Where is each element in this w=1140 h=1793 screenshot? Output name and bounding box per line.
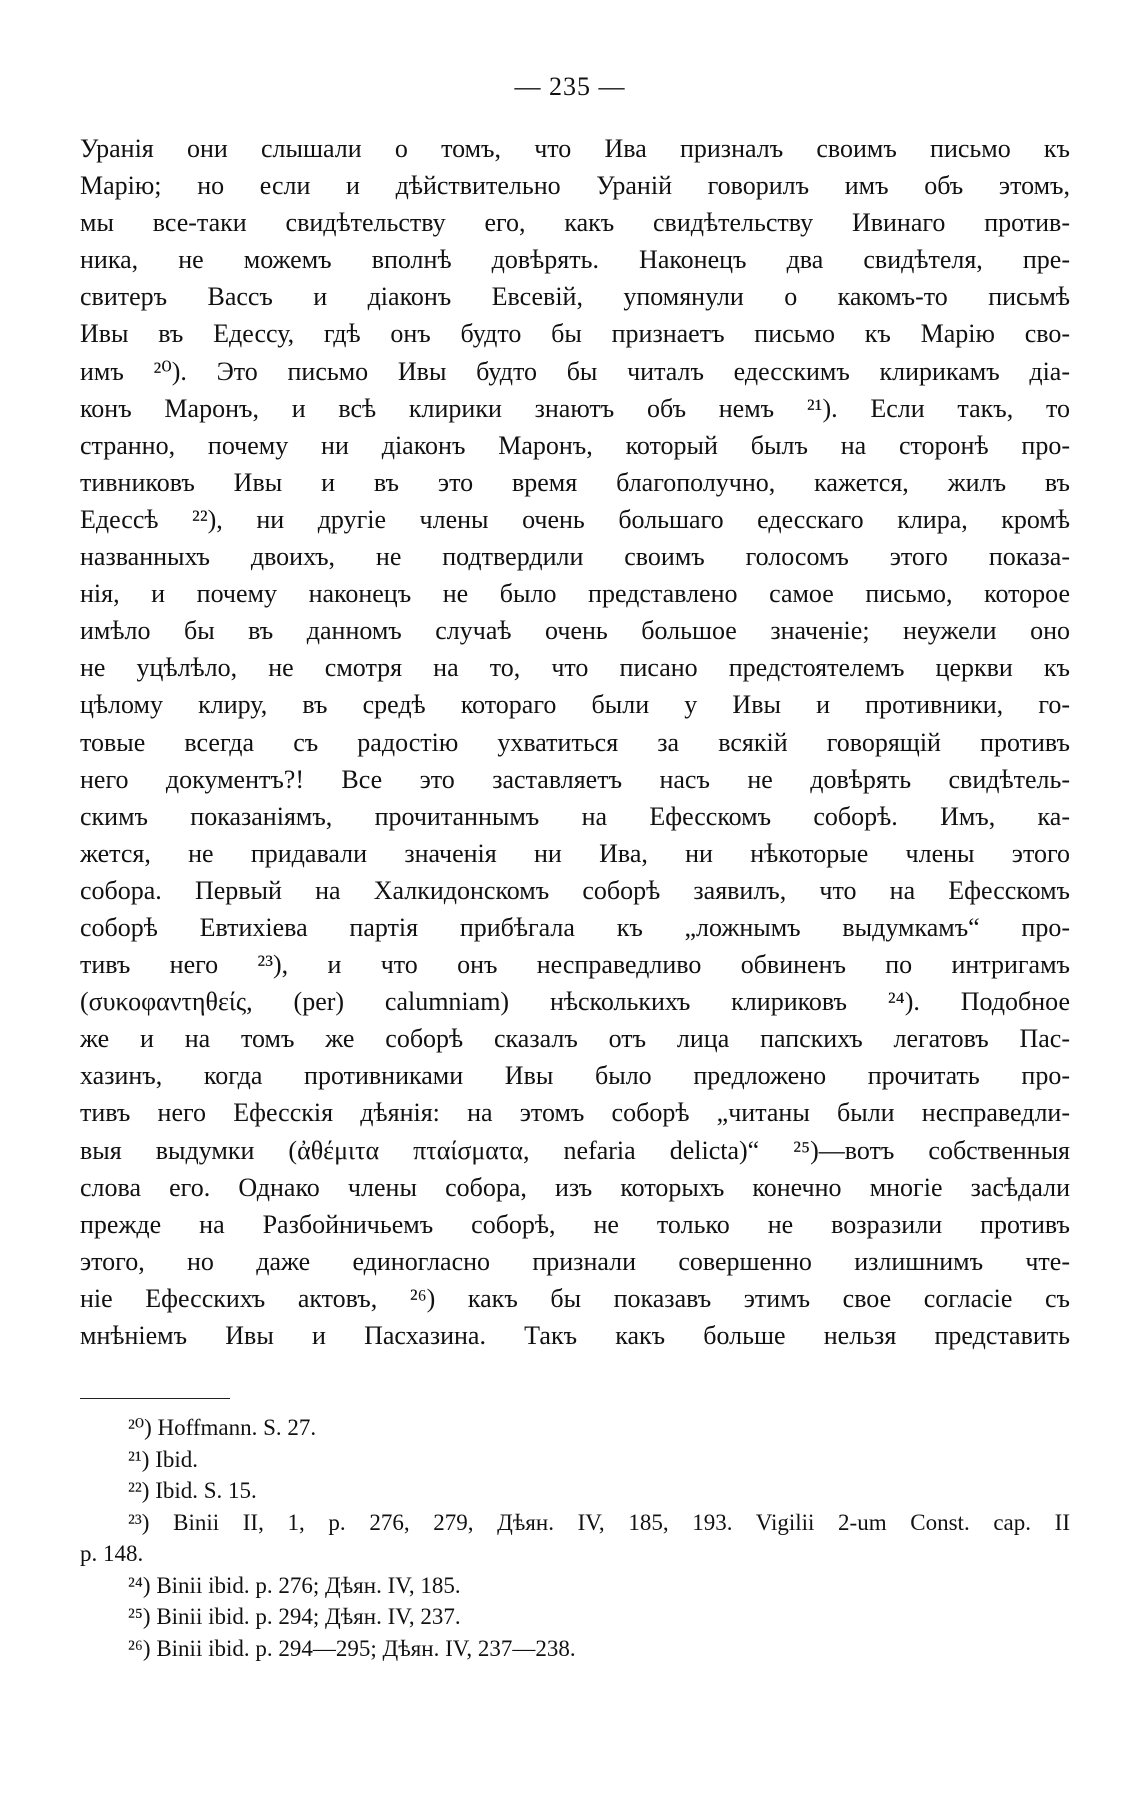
text-line: конъ Маронъ, и всѣ клирики знаютъ объ немъ ²¹). Если такъ, то	[80, 393, 1070, 423]
text-line: имѣло бы въ данномъ случаѣ очень большое значеніе; неужели оно	[80, 616, 1070, 646]
text-line: тивъ него Ефесскія дѣянія: на этомъ соборѣ „читаны были несправедли-	[80, 1098, 1070, 1128]
text-line: имъ ²⁰). Это письмо Ивы будто бы читалъ едесскимъ клирикамъ діа-	[80, 356, 1070, 386]
text-line: скимъ показаніямъ, прочитаннымъ на Ефесскомъ соборѣ. Имъ, ка-	[80, 801, 1070, 831]
text-line: тивъ него ²³), и что онъ несправедливо обвиненъ по интригамъ	[80, 950, 1070, 980]
text-line: собора. Первый на Халкидонскомъ соборѣ заявилъ, что на Ефесскомъ	[80, 875, 1070, 905]
text-line: свитеръ Вассъ и діаконъ Евсевій, упомянули о какомъ-то письмѣ	[80, 282, 1070, 312]
footnote: ²⁶) Binii ibid. p. 294—295; Дѣян. IV, 237—238.	[128, 1635, 576, 1661]
text-line: мы все-таки свидѣтельству его, какъ свидѣтельству Ивинаго против-	[80, 208, 1070, 238]
text-line: же и на томъ же соборѣ сказалъ отъ лица папскихъ легатовъ Пас-	[80, 1024, 1070, 1054]
text-line: цѣлому клиру, въ средѣ котораго были у Ивы и противники, го-	[80, 690, 1070, 720]
text-line: (συκοφαντηθείς, (per) calumniam) нѣсколькихъ клириковъ ²⁴). Подобное	[80, 987, 1070, 1017]
text-line: названныхъ двоихъ, не подтвердили своимъ голосомъ этого показа-	[80, 542, 1070, 572]
text-line: Уранія они слышали о томъ, что Ива призналъ своимъ письмо къ	[80, 134, 1070, 163]
text-line: нія, и почему наконецъ не было представлено самое письмо, которое	[80, 579, 1070, 609]
text-line: Ивы въ Едессу, гдѣ онъ будто бы признаетъ письмо къ Марію сво-	[80, 319, 1070, 349]
footnote: ²¹) Ibid.	[128, 1446, 198, 1472]
body-text	[80, 130, 1070, 1354]
text-line: не уцѣлѣло, не смотря на то, что писано предстоятелемъ церкви къ	[80, 653, 1070, 683]
text-line: хазинъ, когда противниками Ивы было предложено прочитать про-	[80, 1061, 1070, 1091]
footnote: ²⁴) Binii ibid. p. 276; Дѣян. IV, 185.	[128, 1572, 461, 1598]
text-line: товые всегда съ радостію ухватиться за всякій говорящій противъ	[80, 727, 1070, 757]
footnote-divider	[80, 1398, 230, 1399]
text-line: ніе Ефесскихъ актовъ, ²⁶) какъ бы показавъ этимъ свое согласіе съ	[80, 1283, 1070, 1313]
text-line: Едессѣ ²²), ни другіе члены очень большаго едесскаго клира, кромѣ	[80, 504, 1070, 534]
text-line: соборѣ Евтихіева партія прибѣгала къ „ложнымъ выдумкамъ“ про-	[80, 912, 1070, 942]
text-line: этого, но даже единогласно признали совершенно излишнимъ чте-	[80, 1246, 1070, 1276]
text-line: жется, не придавали значенія ни Ива, ни нѣкоторые члены этого	[80, 838, 1070, 868]
text-line: тивниковъ Ивы и въ это время благополучно, кажется, жилъ въ	[80, 467, 1070, 497]
text-line: прежде на Разбойничьемъ соборѣ, не только не возразили противъ	[80, 1209, 1070, 1239]
footnote: ²⁵) Binii ibid. p. 294; Дѣян. IV, 237.	[128, 1604, 461, 1629]
text-line: ника, не можемъ вполнѣ довѣрять. Наконецъ два свидѣтеля, пре-	[80, 245, 1070, 275]
text-line: слова его. Однако члены собора, изъ которыхъ конечно многіе засѣдали	[80, 1172, 1070, 1202]
text-line: Марію; но если и дѣйствительно Ураній говорилъ имъ объ этомъ,	[80, 171, 1070, 201]
footnote: ²⁰) Hoffmann. S. 27.	[128, 1415, 317, 1440]
footnote: ²²) Ibid. S. 15.	[128, 1478, 257, 1503]
page-number: — 235 —	[514, 72, 626, 101]
text-line: выя выдумки (ἀθέμιτα πταίσματα, nefaria delicta)“ ²⁵)—вотъ собственныя	[80, 1135, 1070, 1165]
footnote: ²³) Binii II, 1, p. 276, 279, Дѣян. IV, 185, 193. Vigilii 2-um Const. cap. II	[128, 1509, 1070, 1535]
text-line: странно, почему ни діаконъ Маронъ, который былъ на сторонѣ про-	[80, 430, 1070, 460]
text-line: него документъ?! Все это заставляетъ насъ не довѣрять свидѣтель-	[80, 764, 1070, 794]
footnotes	[80, 1412, 1070, 1664]
footnote-continuation: p. 148.	[80, 1541, 144, 1566]
text-line: мнѣніемъ Ивы и Пасхазина. Такъ какъ больше нельзя представить	[80, 1321, 1070, 1350]
